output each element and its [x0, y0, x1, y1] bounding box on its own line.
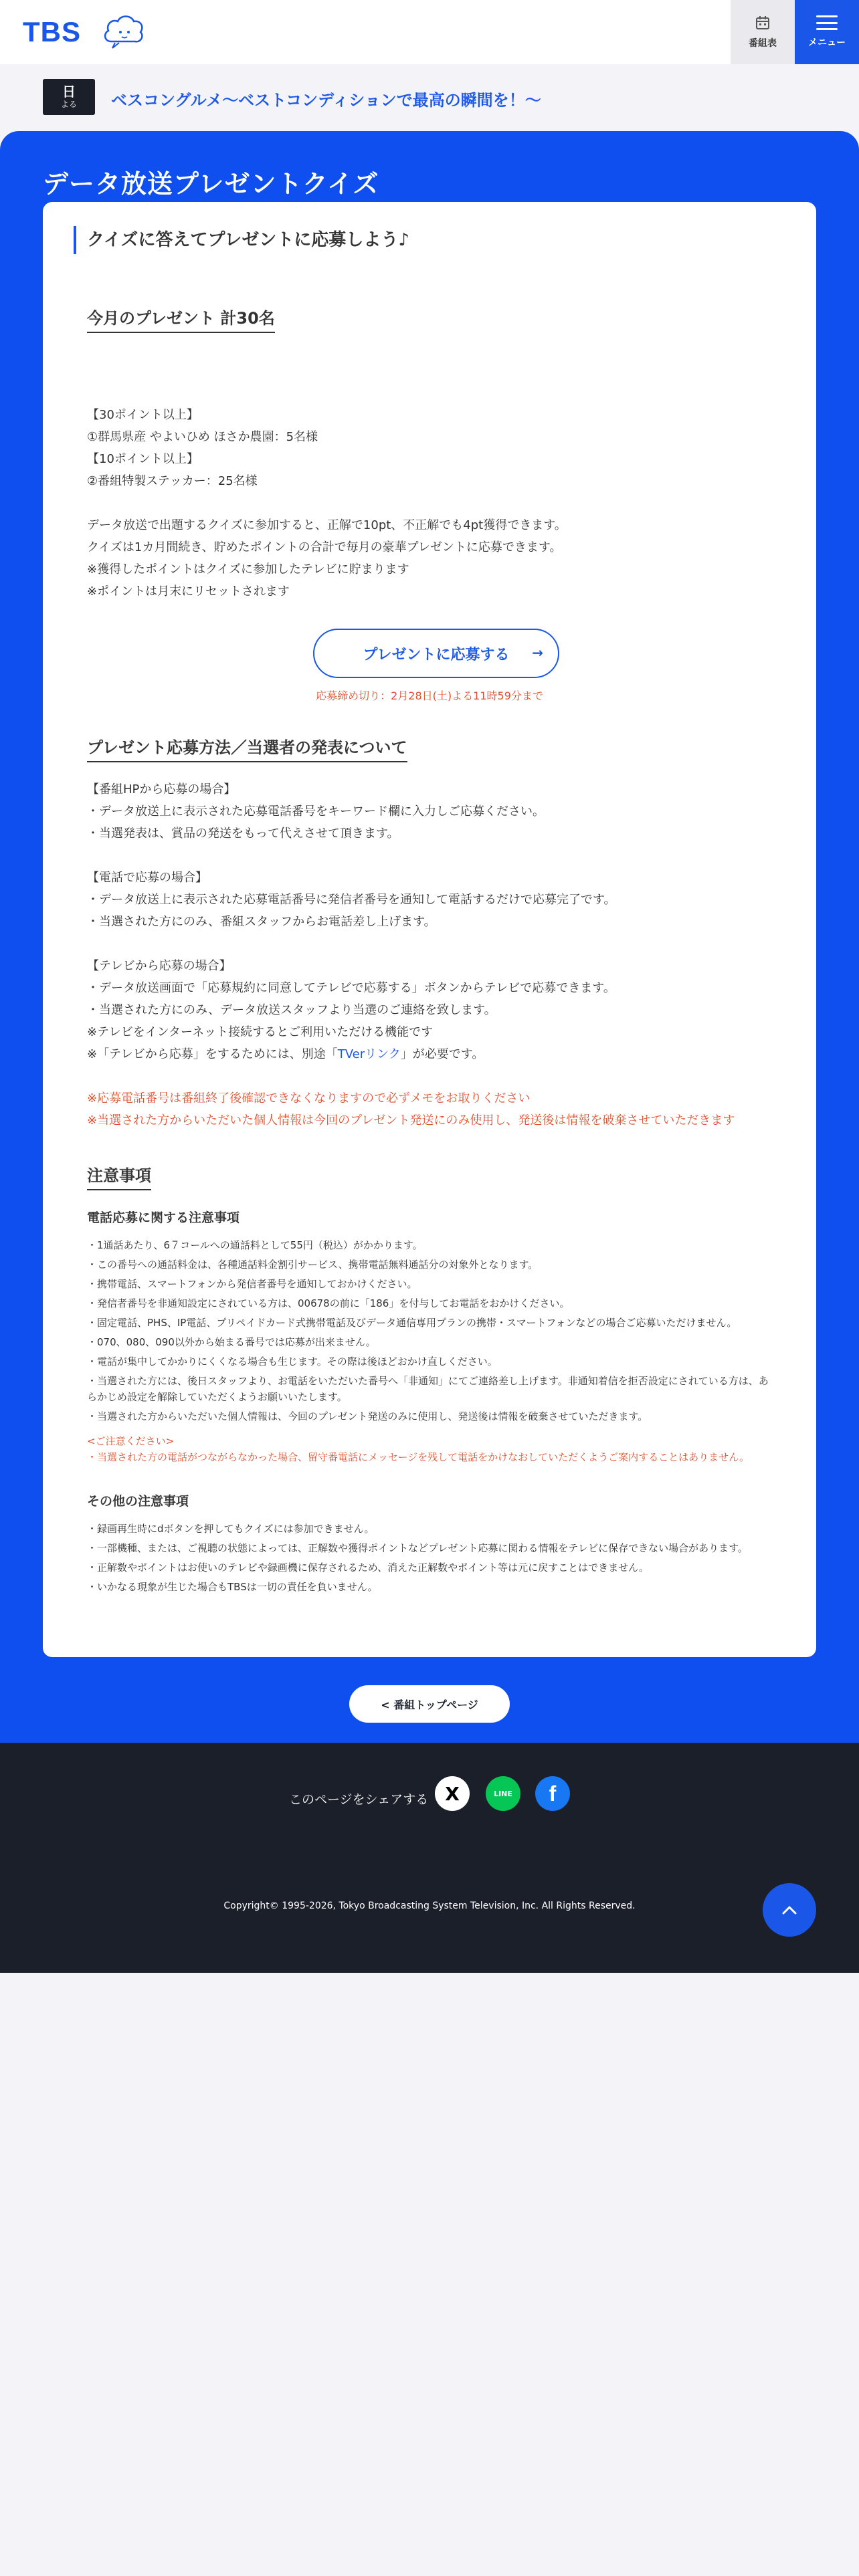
method-line: ・データ放送画面で「応募規約に同意してテレビで応募する」ボタンからテレビで応募できます。	[87, 981, 615, 995]
other-notice-heading: その他の注意事項	[87, 1494, 189, 1509]
calendar-icon	[755, 15, 771, 31]
prize-line: ②番組特製ステッカー：25名様	[87, 474, 258, 488]
method-line: ・データ放送上に表示された応募電話番号をキーワード欄に入力しご応募ください。	[87, 804, 545, 819]
scroll-top-button[interactable]	[763, 1883, 816, 1937]
notice-item: ・当選された方には、後日スタッフより、お電話をいただいた番号へ「非通知」にてご連絡差し上げます。非通知着信を拒否設定にされている方は、あらかじめ設定を解除していただくようお願いいたします。	[87, 1375, 769, 1403]
prize-line: クイズは1カ月間続き、貯めたポイントの合計で毎月の豪華プレゼントに応募できます。	[87, 540, 562, 554]
site-header	[0, 0, 859, 64]
site-footer	[0, 1743, 859, 1973]
method-line: ・データ放送上に表示された応募電話番号に発信者番号を通知して電話するだけで応募完了です。	[87, 893, 616, 907]
notice-item: ・いかなる現象が生じた場合もTBSは一切の責任を負いません。	[87, 1581, 378, 1593]
notice-item: ・一部機種、または、ご視聴の状態によっては、正解数や獲得ポイントなどプレゼント応募に関わる情報をテレビに保存できない場合があります。	[87, 1542, 748, 1554]
notice-item: ・固定電話、PHS、IP電話、プリペイドカード式携帯電話及びデータ通信専用プランの携帯・スマートフォンなどの場合ご応募いただけません。	[87, 1317, 737, 1329]
broadcast-day-badge: 日 よる	[43, 79, 95, 115]
caution-heading: <ご注意ください>	[87, 1435, 175, 1447]
caution-text: ・当選された方の電話がつながらなかった場合、留守番電話にメッセージを残して電話をかけなおしていただくようご案内することはありません。	[87, 1451, 750, 1463]
method-line: 【電話で応募の場合】	[87, 871, 207, 885]
prize-line: ①群馬県産 やよいひめ ほさか農園：5名様	[87, 430, 318, 444]
method-line: 【テレビから応募の場合】	[87, 959, 231, 973]
arrow-right-icon: →	[532, 645, 543, 661]
notice-item: ・当選された方からいただいた個人情報は、今回のプレゼント発送のみに使用し、発送後は情報を破棄させていただきます。	[87, 1410, 648, 1422]
method-line: ・当選された方にのみ、データ放送スタッフより当選のご連絡を致します。	[87, 1003, 496, 1017]
prize-line: 【30ポイント以上】	[87, 408, 199, 422]
notice-title: 注意事項	[87, 1165, 151, 1190]
method-line: ※テレビをインターネット接続するとご利用いただける機能です	[87, 1025, 434, 1039]
facebook-share-icon[interactable]: f	[535, 1776, 570, 1811]
apply-deadline: 応募締め切り：2月28日(土)よる11時59分まで	[316, 689, 543, 702]
method-line: 【番組HPから応募の場合】	[87, 782, 236, 796]
intro-heading: クイズに答えてプレゼントに応募しよう♪	[74, 226, 409, 254]
tver-line: ※「テレビから応募」をするためには、別途「TVerリンク」が必要です。	[87, 1047, 484, 1061]
apply-button[interactable]	[313, 629, 559, 678]
prize-line: ※ポイントは月末にリセットされます	[87, 584, 290, 599]
tver-link[interactable]: TVerリンク	[337, 1047, 401, 1061]
copyright: Copyright© 1995-2026, Tokyo Broadcasting System Television, Inc. All Rights Reserved.	[223, 1901, 636, 1911]
method-title: プレゼント応募方法／当選者の発表について	[87, 737, 407, 762]
phone-notice-list	[87, 1236, 776, 1465]
line-share-icon[interactable]: LINE	[486, 1776, 520, 1811]
x-share-icon[interactable]: X	[435, 1776, 470, 1811]
notice-item: ・発信者番号を非通知設定にされている方は、00678の前に「186」を付与してお電話をおかけください。	[87, 1297, 570, 1309]
prize-line: 【10ポイント以上】	[87, 452, 199, 466]
prize-details	[87, 404, 783, 603]
schedule-label: 番組表	[749, 38, 777, 49]
page-title: データ放送プレゼントクイズ	[43, 169, 379, 199]
notice-item: ・正解数やポイントはお使いのテレビや録画機に保存されるため、消えた正解数やポイント等は元に戻すことはできません。	[87, 1562, 650, 1574]
schedule-button[interactable]	[731, 0, 795, 64]
share-label: このページをシェアする	[289, 1792, 429, 1807]
quiz-section	[0, 131, 859, 1743]
method-details	[87, 778, 783, 1132]
menu-button[interactable]	[795, 0, 859, 64]
program-top-button[interactable]: < 番組トップページ	[349, 1685, 510, 1723]
notice-item: ・録画再生時にdボタンを押してもクイズには参加できません。	[87, 1523, 375, 1535]
tbs-logo[interactable]: TBS	[23, 16, 81, 47]
chevron-up-icon	[779, 1900, 799, 1920]
menu-label: メニュー	[808, 37, 846, 48]
method-line: ・当選された方にのみ、番組スタッフからお電話差し上げます。	[87, 915, 436, 929]
program-title[interactable]: ベスコングルメ〜ベストコンディションで最高の瞬間を！〜	[111, 91, 541, 110]
notice-item: ・この番号への通話料金は、各種通話料金割引サービス、携帯電話無料通話分の対象外となります。	[87, 1259, 539, 1271]
apply-button-label: プレゼントに応募する	[363, 646, 510, 663]
method-line: ・当選発表は、賞品の発送をもって代えさせて頂きます。	[87, 827, 399, 841]
hamburger-icon	[816, 15, 838, 30]
prize-title: 今月のプレゼント 計30名	[87, 308, 275, 333]
prize-line: ※獲得したポイントはクイズに参加したテレビに貯まります	[87, 562, 409, 576]
content-card	[43, 202, 816, 1657]
warning-line: ※応募電話番号は番組終了後確認できなくなりますので必ずメモをお取りください	[87, 1091, 531, 1105]
phone-notice-heading: 電話応募に関する注意事項	[87, 1210, 240, 1225]
notice-item: ・電話が集中してかかりにくくなる場合も生じます。その際は後ほどおかけ直しください。	[87, 1356, 498, 1368]
notice-item: ・070、080、090以外から始まる番号では応募が出来ません。	[87, 1336, 376, 1348]
prize-line: データ放送で出題するクイズに参加すると、正解で10pt、不正解でも4pt獲得できます。	[87, 518, 567, 532]
warning-line: ※当選された方からいただいた個人情報は今回のプレゼント発送にのみ使用し、発送後は情報を破棄させていただきます	[87, 1113, 735, 1128]
notice-item: ・携帯電話、スマートフォンから発信者番号を通知しておかけください。	[87, 1278, 417, 1290]
mascot-cloud-icon[interactable]	[102, 12, 146, 49]
other-notice-list	[87, 1519, 776, 1597]
notice-item: ・1通話あたり、6７コールへの通話料として55円（税込）がかかります。	[87, 1239, 423, 1251]
